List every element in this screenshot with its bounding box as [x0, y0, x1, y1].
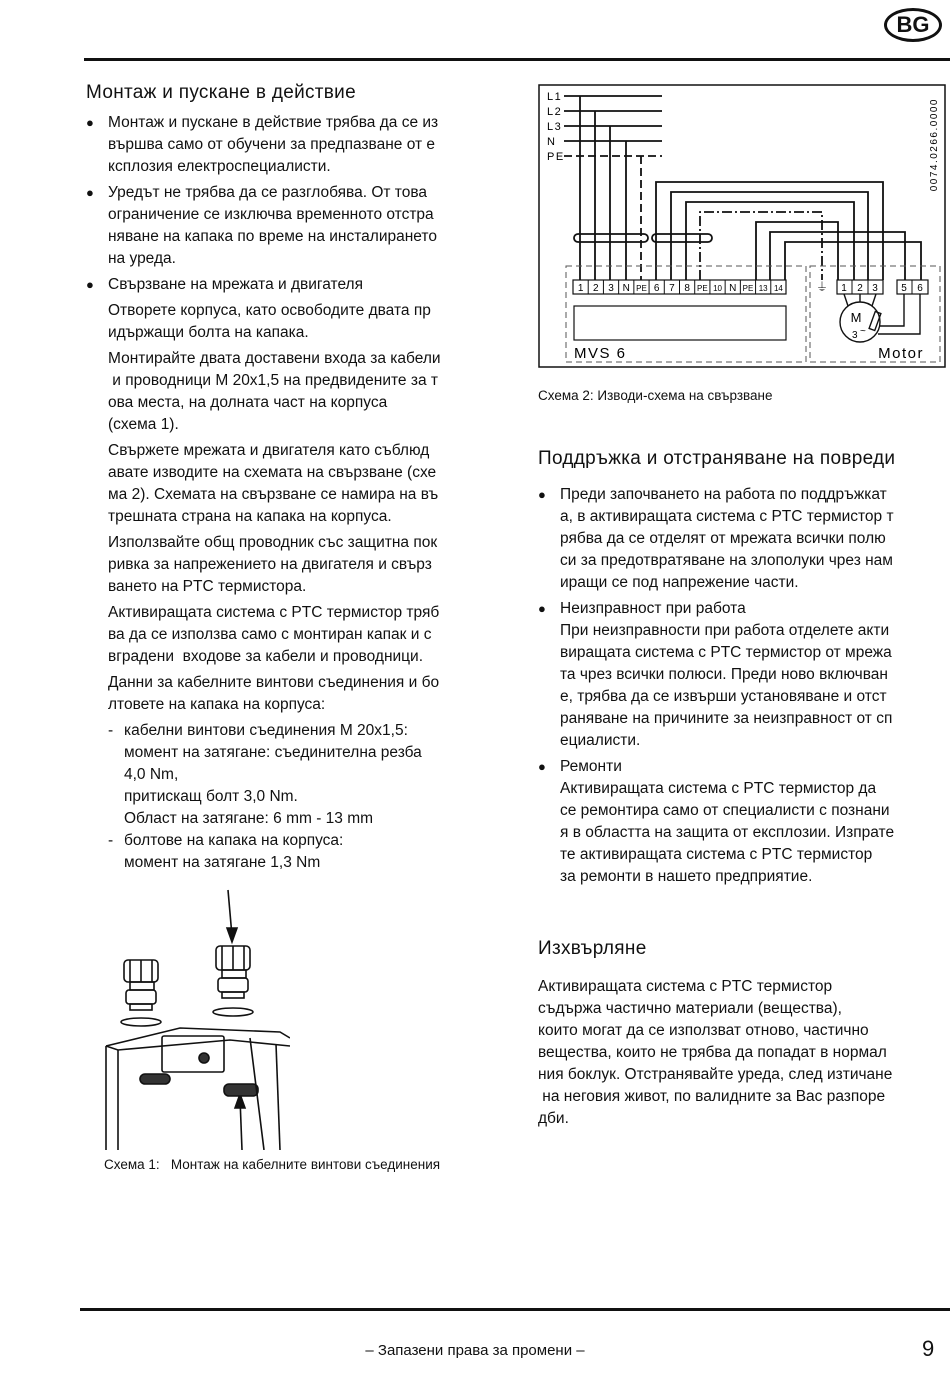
text-line: трешната страна на капака на корпуса.	[108, 508, 392, 525]
section-heading-installation: Монтаж и пускане в действие	[86, 82, 356, 103]
text-line: и проводници M 20x1,5 на предвидените за т	[108, 372, 438, 389]
paragraph	[86, 532, 506, 598]
motor-3-label: 3	[852, 330, 858, 341]
line-label-l3: L3	[547, 121, 563, 133]
text-line: ксплозия електроспециалисти.	[108, 158, 331, 175]
terminal-label: N	[729, 283, 737, 294]
text-line: си за предотвратяване на злополуки чрез нам	[560, 552, 893, 569]
figure1-caption: Схема 1: Монтаж на кабелните винтови съединения	[104, 1157, 441, 1172]
motor-terminal: 3	[872, 283, 878, 294]
dash-item	[86, 830, 506, 874]
bullet-item	[86, 112, 506, 178]
text-line: вградени входове за кабели и проводници.	[108, 648, 424, 665]
paragraph	[86, 300, 506, 344]
text-line: Активиращата система с PTC термистор да	[560, 780, 877, 797]
section-heading-maintenance: Поддръжка и отстраняване на повреди	[538, 448, 896, 469]
text-line: ма 2). Схемата на свързване се намира на въ	[108, 486, 439, 503]
text-line: Свържете мрежата и двигателя като съблюд	[108, 442, 430, 459]
text-line: Използвайте общ проводник със защитна пок	[108, 534, 438, 551]
mvs-label: MVS 6	[574, 345, 627, 362]
motor-label: Motor	[878, 345, 924, 362]
text-line: дби.	[538, 1110, 569, 1127]
motor-terminal: 2	[857, 283, 863, 294]
text-line: Неизправност при работа	[560, 600, 746, 617]
text-line: Ремонти	[560, 758, 622, 775]
text-line: съдържа частично материали (вещества),	[538, 1000, 842, 1017]
maintenance-text	[538, 484, 950, 892]
bullet-item: ● Свързване на мрежата и двигателя	[86, 274, 506, 296]
text-line: болтове на капака на корпуса:	[124, 832, 344, 849]
text-line: Данни за кабелните винтови съединения и бо	[108, 674, 440, 691]
text-line: авате изводите на схемата на свързване (схе	[108, 464, 437, 481]
terminal-label: 1	[577, 283, 584, 294]
text-line: идържащи болта на капака.	[108, 324, 309, 341]
terminal-label: PE	[742, 284, 754, 293]
text-line: които могат да се използват отново, частично	[538, 1022, 869, 1039]
dash-marker: -	[108, 832, 114, 849]
page-number: 9	[922, 1336, 935, 1361]
text-line: вършва само от обучени за предпазване от е	[108, 136, 436, 153]
text-line: Преди започването на работа по поддръжкат	[560, 486, 887, 503]
diagram-frame	[539, 85, 945, 367]
terminal-label: 10	[713, 284, 722, 293]
line-label-n: N	[547, 136, 557, 148]
footer-rule	[80, 1308, 950, 1311]
bullet-item	[538, 484, 950, 594]
terminal-label: 14	[773, 284, 783, 293]
line-label-l2: L2	[547, 106, 563, 118]
text-line: на неговия живот, по валидните за Вас разпоре	[538, 1088, 886, 1105]
terminal-label: 8	[684, 283, 690, 294]
bullet-item	[538, 756, 950, 888]
bullet-icon: ●	[538, 759, 546, 774]
paragraph	[86, 440, 506, 528]
text-line: та чрез всички полюси. Преди ново включван	[560, 666, 888, 683]
motor-m-label: M	[850, 310, 862, 325]
text-line: е, трябва да се извърши установяване и отст	[560, 688, 887, 705]
line-label-l1: L1	[547, 91, 563, 103]
text-line: Област на затягане: 6 mm - 13 mm	[124, 810, 374, 827]
text-line: ването на PTC термистора.	[108, 578, 307, 595]
terminal-label: 3	[608, 283, 614, 294]
motor-terminal: 6	[917, 283, 923, 294]
bullet-icon: ●	[538, 487, 546, 502]
terminal-label: 6	[653, 283, 660, 294]
bullet-item	[86, 182, 506, 270]
header-rule	[84, 58, 950, 61]
text-line: ва да се използва само с монтиран капак и с	[108, 626, 432, 643]
text-line: ограничение се изключва временното отстра	[108, 206, 434, 223]
text-line: я в областта на защита от експлозии. Изпрате	[560, 824, 895, 841]
text-line: се ремонтира само от специалисти с познани	[560, 802, 890, 819]
text-line: няване на капака по време на инсталирането	[108, 228, 437, 245]
bullet-icon: ●	[86, 115, 94, 130]
bullet-icon: ●	[86, 185, 94, 200]
text-line: Отворете корпуса, като освободите двата пр	[108, 302, 431, 319]
paragraph	[86, 672, 506, 716]
text-line: притискащ болт 3,0 Nm.	[124, 788, 298, 805]
cable-gland-figure	[100, 888, 290, 1150]
text-line: вещества, които не трябва да попадат в нормал	[538, 1044, 887, 1061]
text-line: ова места, на долната част на корпуса	[108, 394, 388, 411]
terminal-label: PE	[636, 284, 647, 293]
paragraph	[86, 602, 506, 668]
diagram-code: 0074.0266.0000	[929, 98, 940, 192]
terminal-label: 2	[593, 283, 599, 294]
terminal-label: N	[622, 283, 630, 294]
text-line: При неизправности при работа отделете акти	[560, 622, 890, 639]
text-line: (схема 1).	[108, 416, 179, 433]
dash-marker: -	[108, 722, 114, 739]
text-line: Активиращата система с PTC термистор	[538, 978, 833, 995]
text-line: момент на затягане: съединителна резба	[124, 744, 422, 761]
text-line: раняване на причините за неизправност от сп	[560, 710, 893, 727]
motor-terminal: 1	[841, 283, 847, 294]
text-line: ния боклук. Отстранявайте уреда, след изтичане	[538, 1066, 893, 1083]
bullet-icon: ●	[538, 601, 546, 616]
text-line: Активиращата система с PTC термистор тряб	[108, 604, 440, 621]
terminal-label: PE	[696, 284, 708, 293]
text-line: за ремонти в нашето предприятие.	[560, 868, 813, 885]
ground-icon: ⏚	[815, 280, 829, 294]
text-line: на уреда.	[108, 250, 176, 267]
text-line: ециалисти.	[560, 732, 641, 749]
language-badge: BG	[884, 8, 942, 42]
bullet-item	[538, 598, 950, 752]
footer-note: – Запазени права за промени –	[365, 1342, 585, 1359]
disposal-text	[538, 976, 950, 1130]
text-line: а, в активиращата система с PTC термистор т	[560, 508, 894, 525]
text-line: рябва да се отделят от мрежата всички полю	[560, 530, 886, 547]
terminal-label: 13	[758, 284, 768, 293]
wiring-diagram	[538, 84, 946, 368]
motor-terminal: 5	[901, 283, 907, 294]
text-line: виращата система с PTC термистор от мрежа	[560, 644, 892, 661]
figure2-caption: Схема 2: Изводи-схема на свързване	[538, 388, 773, 403]
bullet-icon: ●	[86, 277, 94, 292]
text-line: Уредът не трябва да се разглобява. От това	[108, 184, 428, 201]
text-line: иращи се под напрежение части.	[560, 574, 799, 591]
terminal-label: 7	[669, 283, 675, 294]
text-line: Монтаж и пускане в действие трябва да се из	[108, 114, 439, 131]
section-heading-disposal: Изхвърляне	[538, 938, 647, 959]
text-line: кабелни винтови съединения M 20x1,5:	[124, 722, 408, 739]
text-line: лтовете на капака на корпуса:	[108, 696, 326, 713]
text-line: Монтирайте двата доставени входа за кабели	[108, 350, 441, 367]
text-line: ривка за напрежението на двигателя и свърз	[108, 556, 432, 573]
motor-tilde-label: ~	[860, 326, 866, 337]
line-label-pe: PE	[547, 151, 565, 163]
paragraph	[86, 348, 506, 436]
installation-text	[86, 112, 506, 874]
dash-item	[86, 720, 506, 830]
text-line: те активиращата система с PTC термистор	[560, 846, 873, 863]
text-line: 4,0 Nm,	[124, 766, 179, 783]
text-line: момент на затягане 1,3 Nm	[124, 854, 321, 871]
